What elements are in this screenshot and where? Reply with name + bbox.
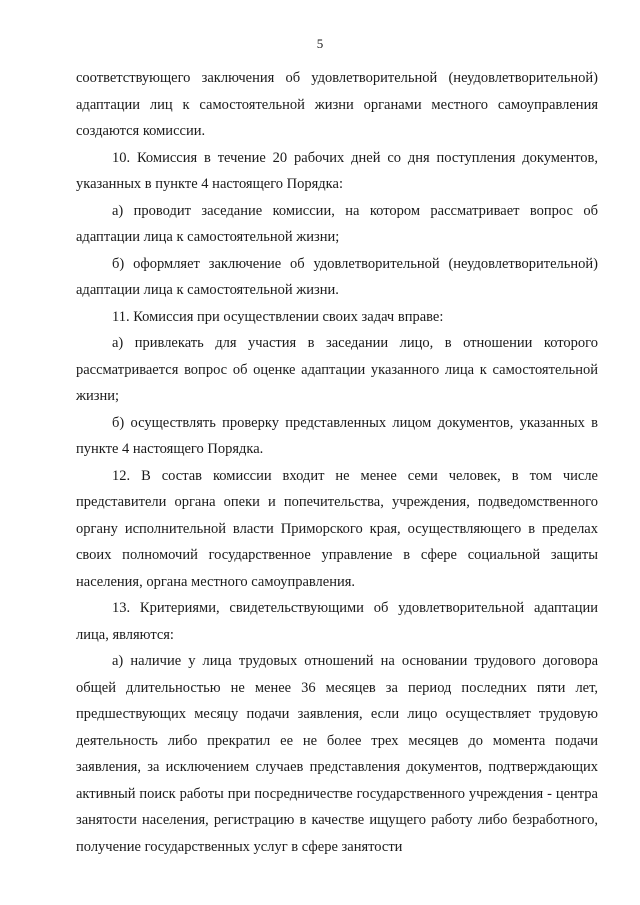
paragraph-3: а) проводит заседание комиссии, на котором рассматривает вопрос об адаптации лица к самостоятельной жизни; bbox=[76, 202, 598, 245]
page-number: 5 bbox=[316, 36, 324, 51]
paragraph-7: б) осуществлять проверку представленных лицом документов, указанных в пункте 4 настоящего Порядка. bbox=[76, 414, 598, 457]
paragraph-9: 13. Критериями, свидетельствующими об удовлетворительной адаптации лица, являются: bbox=[76, 600, 598, 643]
paragraph-5: 11. Комиссия при осуществлении своих задач вправе: bbox=[112, 308, 444, 325]
paragraph-2: 10. Комиссия в течение 20 рабочих дней со дня поступления документов, указанных в пункте 4 настоящего Порядка: bbox=[76, 149, 598, 192]
paragraph-6: а) привлекать для участия в заседании лицо, в отношении которого рассматривается вопрос об оценке адаптации указанного лица к самостоятельной жизни; bbox=[76, 335, 598, 404]
paragraph-1: соответствующего заключения об удовлетворительной (неудовлетворительной) адаптации лиц к самостоятельной жизни органами местного самоуправления создаются комиссии. bbox=[76, 70, 598, 139]
paragraph-4: б) оформляет заключение об удовлетворительной (неудовлетворительной) адаптации лица к самостоятельной жизни. bbox=[76, 255, 598, 298]
paragraph-8: 12. В состав комиссии входит не менее семи человек, в том числе представители органа опеки и попечительства, учреждения, подведомственного органу исполнительной власти Приморского края, осуществляющего в пределах своих полномочий государственное управление в сфере социальной защиты населения, органа местного самоуправления. bbox=[76, 467, 598, 590]
paragraph-10: а) наличие у лица трудовых отношений на основании трудового договора общей длительностью не менее 36 месяцев за период последних пяти лет, предшествующих месяцу подачи заявления, если лицо осуществляет трудовую деятельность либо прекратил ее не более трех месяцев до момента подачи заявления, за исключением случаев представления документов, подтверждающих активный поиск работы при посредничестве государственного учреждения - центра занятости населения, регистрацию в качестве ищущего работу либо безработного, получение государственных услуг в сфере занятости bbox=[76, 653, 598, 855]
document-body bbox=[76, 65, 598, 860]
